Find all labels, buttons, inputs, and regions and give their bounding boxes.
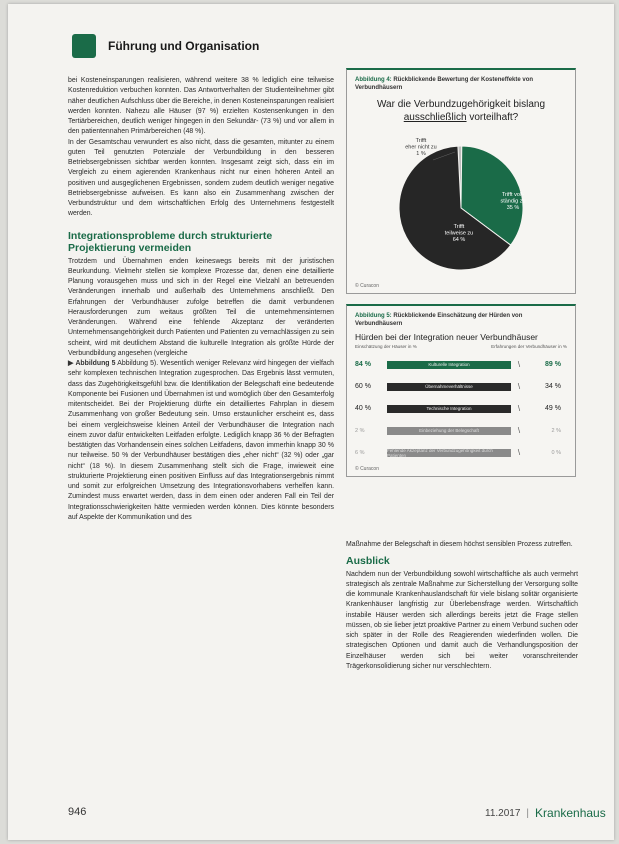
figure-4-caption [355,76,567,92]
figure-5-caption [355,312,567,328]
brand-logo: Krankenhaus [535,806,606,820]
paragraph: bei Kosteneinsparungen realisieren, während weitere 38 % lediglich eine teilweise Kostenreduktion verbuchen konnten. Das Antwortverhalten der Studienteilnehmer gibt näher deutlichen Aufschluss über die Bereiche, in denen Kosteneinsparungen realisiert werden konnten. Nahezu alle Häuser (97 %) erzielten Kostensenkungen in den Tertiärbereichen, deutlich weniger hingegen in den Sekundär- (73 %) und vor allem in den patientennahen Primärbereichen (48 %). [68,77,334,136]
paragraph: Trotzdem und Übernahmen enden keineswegs bereits mit der juristischen Beurkundung. Vielmehr stellen sie komplexe Prozesse dar, denen eine detaillierte Planung vorausgehen muss und sich in der Regel eine Vielzahl an betreuenden Veränderungen innerhalb und außerhalb des Unternehmens anschließt. Den Erfahrungen der Verbundhäuser zufolge betreffen die damit verbundenen Herausforderungen zum weitaus größten Teil die unternehmensinternen Veränderungen. Während eine fehlende Akzeptanz der veränderten Unternehmensangehörigkeit durch Patienten und Patienten zu vernachlässigen zu sein scheint, wird mit deutlichem Abstand die kulturelle Integration als größte Hürde der Verbundbildung angesehen (vergleiche [68,257,334,357]
figure-reference[interactable]: ▶ Abbildung 5 [68,360,116,367]
hurdle-right-value: 0 % [551,449,561,456]
head-left: Einschätzung der Häuser in % [355,344,417,349]
paragraph: In der Gesamtschau verwundert es also nicht, dass die gesamten, mitunter zu einem guten Teil genutzten Potenziale der Verbundbildung in den besseren Betriebsergebnissen sichtbar werden konnten. Insgesamt zeigt sich, dass ein im Vergleich zu einem agierenden Krankenhaus nicht nur einen höheren Anteil an positiven und ausgeglichenen Ergebnissen, sondern zudem deutlich weniger negative Betriebsergebnisse aufweisen. Es kann also ein Zusammenhang zwischen der Verbundstruktur und dem wirtschaftlichen Erfolg des Unternehmens festgestellt werden. [68,138,334,218]
body-text-1 [68,76,334,220]
slice-label: Trifft eher nicht zu 1 % [405,138,437,157]
paragraph [68,359,334,523]
figure-4-label: Abbildung 4: [355,77,392,83]
right-column [346,68,576,477]
body-text-2 [68,257,334,524]
hurdle-left-value: 84 % [355,361,371,368]
right-text [346,540,578,672]
slice-label: Trifft teilweise zu 64 % [444,224,474,243]
footer-brand [485,806,606,820]
paragraph-text: Abbildung 5). Wesentlich weniger Relevanz wird hingegen der vielfach sehr komplexen technischen Integration zugesprochen. Das Ergebnis lässt vermuten, dass das Zugehörigkeitsgefühl bzw. die Identifikation der Belegschaft eine bedeutende Komponente bei Fusionen und Übernahmen ist und womöglich über den Gesamterfolg mitentscheidet. Bei der Projektierung dürfte ein detailliertes Fahrplan in diesem Zusammenhang von großer Bedeutung sein. Umso erstaunlicher erscheint es, dass bei einem vergleichsweise kleinen Anteil der Verbundhäuser die Integration nach einem zuvor dafür entwickelten Leitfaden erfolgte. Lediglich knapp 36 % der Befragten bestätigten das Vorhandensein eines solchen Leitfadens, davon immerhin knapp 30 % nur teilweise. 50 % der Verbundhäuser bestätigen dies „eher nicht“ (32 %) oder „gar nicht“ (18 %). In diesem Zusammenhang stellt sich die Frage, inwieweit eine strukturierte Projektierung einen positiven Einfluss auf das Integrationsergebnis nimmt und somit zur erfolgreichen Umsetzung des Integrationsvorhabens verhelfen kann. Zumindest muss erwartet werden, dass in dem einen oder anderen Fall ein Teil der Integrationsschwierigkeiten hätte vermieden werden können. Dies könnte besonders auf Aspekte der Kommunikation und des [68,360,334,521]
figure-5-rows [355,354,567,464]
figure-5-source: © Curacon [355,465,379,472]
figure-5-column-heads [355,344,567,350]
hurdle-left-value: 60 % [355,383,371,390]
section-title: Führung und Organisation [108,39,260,53]
title-part: vorteilhaft? [469,112,519,123]
hurdle-right-value: 89 % [545,361,561,368]
figure-4-source: © Curacon [355,283,379,289]
figure-5-caption-text: Rückblickende Einschätzung der Hürden von Verbundhäusern [355,313,523,327]
hurdle-row [355,376,567,398]
subheading-integration: Integrationsprobleme durch strukturierte Projektierung vermeiden [68,229,273,254]
section-header [72,34,259,58]
hurdle-bar: Fehlende Akzeptanz der Verbundzugehörigkeit durch Patienten [387,449,511,457]
hurdle-left-value: 6 % [355,449,365,456]
hurdle-row [355,354,567,376]
hurdle-bar: Kulturelle Integration [387,361,511,369]
figure-5-title: Hürden bei der Integration neuer Verbundhäuser [355,332,538,342]
hurdle-divider: \ [517,382,521,391]
paragraph: Nachdem nun der Verbundbildung sowohl wirtschaftliche als auch vermehrt strategisch als zentrale Maßnahme zur Sicherstellung der Versorgung sollte die kommunale Krankenhauslandschaft für viele bislang solitär organisierte Krankenhäuser langfristig zur Überlebensfrage werden. Wirtschaftlich instabile Häuser werden sich allerdings bereits jetzt die Frage stellen müssen, ob sie lieber jetzt proaktive Partner zu einem Verbund suchen oder sich später in der Rolle des Reagierenden wiederfinden wollen. Die strategischen Optionen und damit auch die Verhandlungsposition der Einzelhäuser werden sich bei weiter voranschreitender Trägerkonsolidierung sicher nur verschlechtern. [346,570,578,670]
hurdle-right-value: 34 % [545,383,561,390]
pie-chart [355,126,567,276]
hurdle-right-value: 2 % [551,427,561,434]
figure-5 [346,304,576,477]
figure-4-caption-text: Rückblickende Bewertung der Kosteneffekte von Verbundhäusern [355,77,534,91]
slice-label: Trifft voll-ständig zu 35 % [500,192,526,211]
hurdle-left-value: 40 % [355,405,371,412]
hurdle-row [355,442,567,464]
title-underlined: ausschließlich [403,112,467,123]
head-right: Erfahrungen der Verbundhäuser in % [491,344,567,349]
footer-separator: | [526,807,530,819]
figure-4-title [355,98,567,124]
hurdle-row [355,398,567,420]
hurdle-bar: Technische Integration [387,405,511,413]
hurdle-row [355,420,567,442]
title-part: War die Verbundzugehörigkeit bislang [376,99,546,110]
subheading-ausblick: Ausblick [346,555,390,568]
hurdle-left-value: 2 % [355,427,365,434]
figure-5-label: Abbildung 5: [355,313,392,319]
hurdle-divider: \ [517,404,521,413]
issue-number: 11.2017 [485,807,521,819]
hurdle-divider: \ [517,448,521,457]
hurdle-bar: Übernahmeverhältnisse [387,383,511,391]
page-number: 946 [68,806,87,818]
page [8,4,614,840]
hurdle-right-value: 49 % [545,405,561,412]
hurdle-bar: Einbeziehung der Belegschaft [387,427,511,435]
hurdle-divider: \ [517,360,521,369]
left-column [68,76,334,523]
paragraph: Maßnahme der Belegschaft in diesem höchst sensiblen Prozess zutreffen. [346,541,573,548]
figure-4 [346,68,576,294]
section-marker-square [72,34,96,58]
hurdle-divider: \ [517,426,521,435]
